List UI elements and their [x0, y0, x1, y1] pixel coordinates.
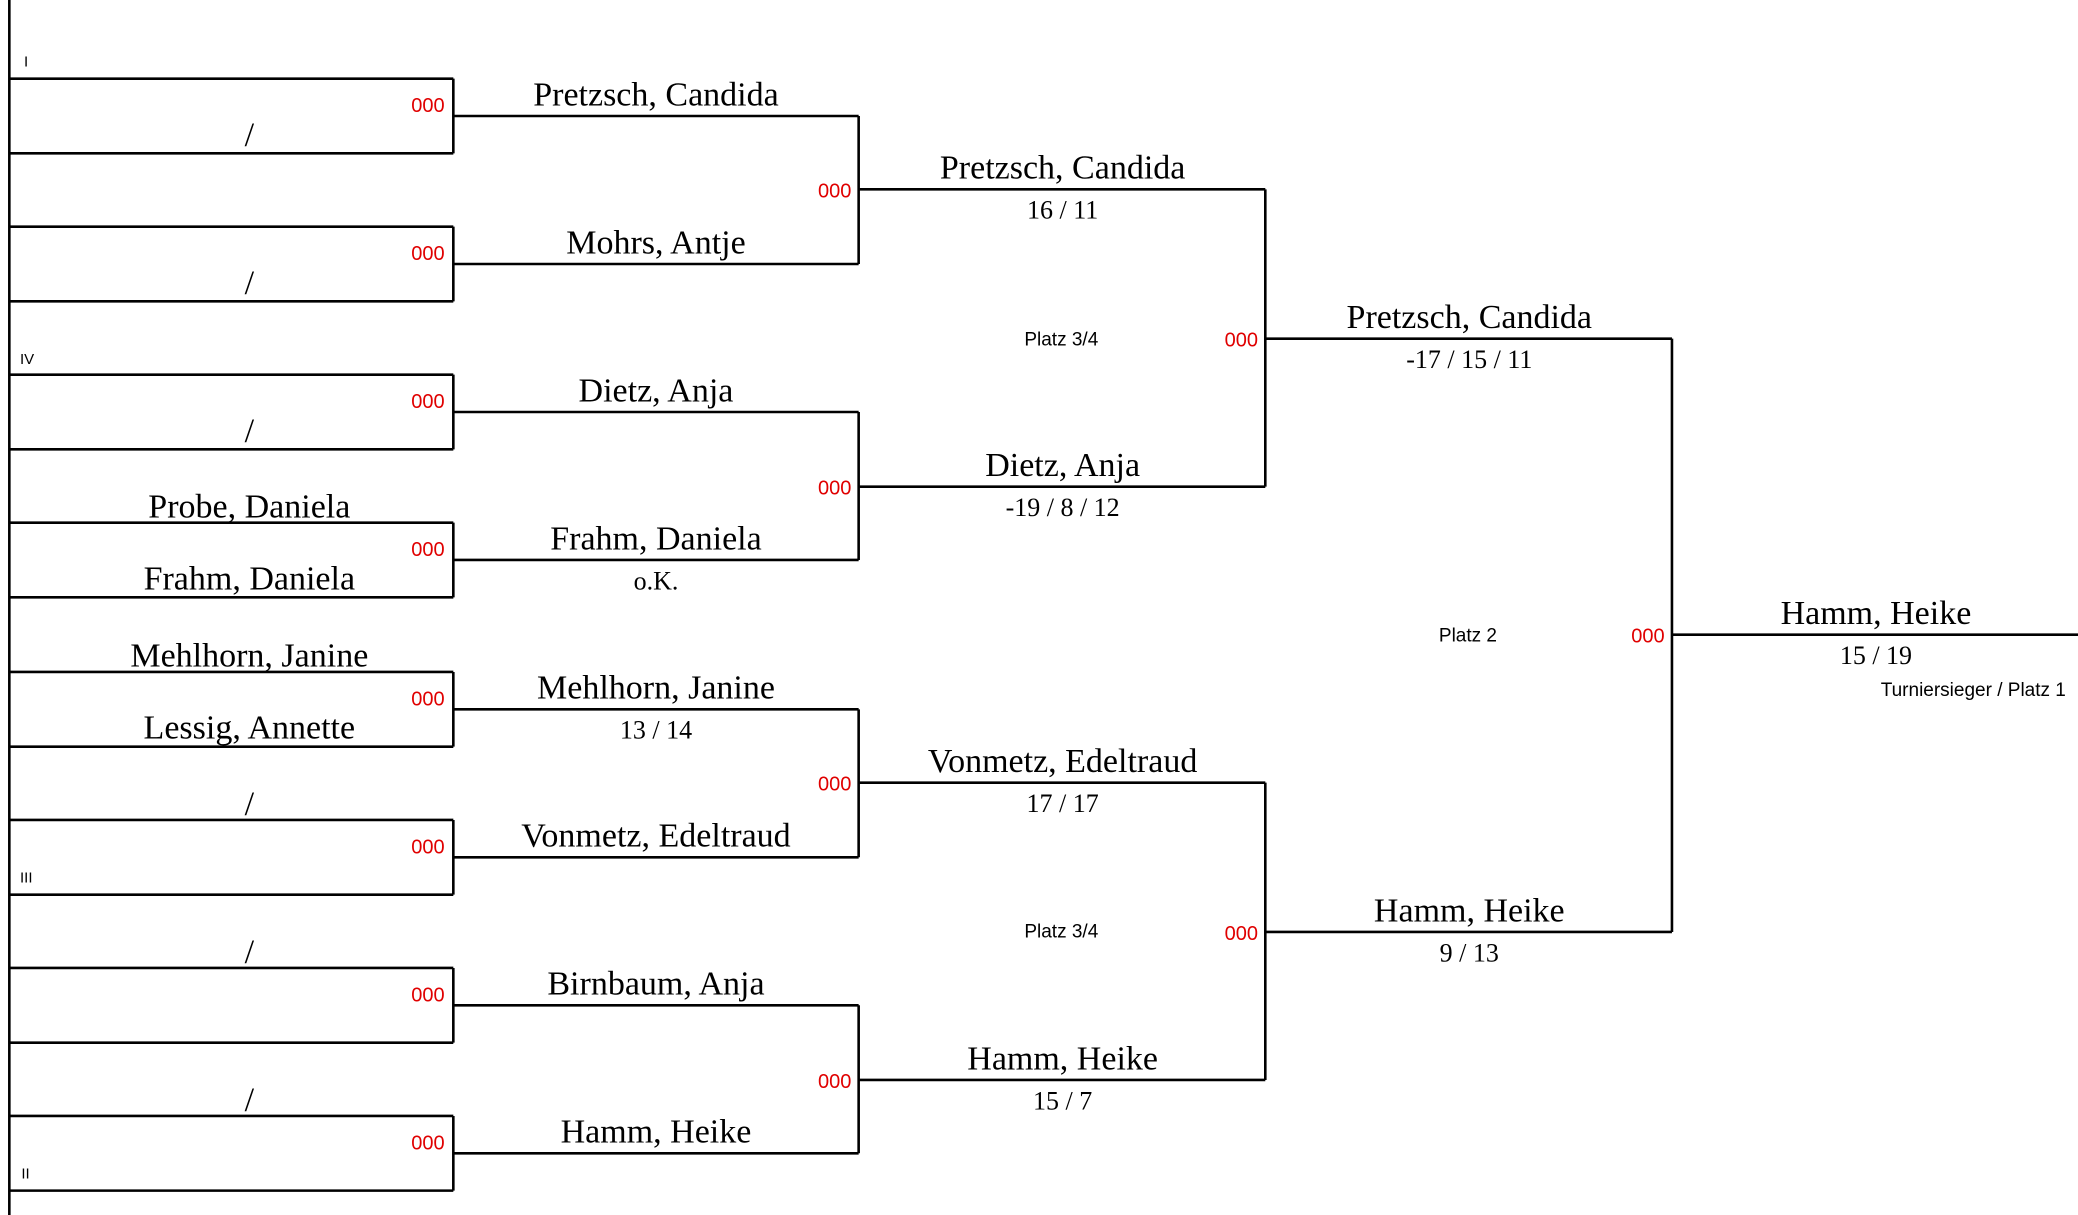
r1-match-code: 000	[817, 1070, 852, 1093]
r2-player-name: Pretzsch, Candida	[939, 149, 1186, 187]
r0-match-code: 000	[411, 688, 445, 711]
r0-match-code: 000	[411, 390, 445, 413]
r2-match-code: 000	[1224, 922, 1258, 945]
r1-match-code: 000	[817, 477, 852, 500]
r0-bottom-name: /	[244, 116, 255, 154]
r0-bottom-name: /	[244, 412, 255, 450]
placement-label-2: Platz 2	[1438, 625, 1498, 647]
r1-score: o.K.	[633, 566, 679, 596]
final-player-name: Hamm, Heike	[1780, 594, 1972, 632]
r0-top-name: /	[244, 785, 255, 823]
r1-match-code: 000	[817, 180, 852, 203]
r2-score: -19 / 8 / 12	[1005, 492, 1120, 522]
group-label-iv: IV	[19, 350, 35, 368]
r2-player-name: Hamm, Heike	[967, 1040, 1158, 1078]
final-match-code: 000	[1631, 625, 1665, 648]
r0-match-code: 000	[411, 242, 445, 265]
group-label-iii: III	[19, 869, 33, 887]
r0-top-name: /	[244, 1081, 255, 1119]
r3-player-name: Pretzsch, Candida	[1346, 298, 1593, 336]
r0-match-code: 000	[411, 94, 445, 117]
r1-player-name: Frahm, Daniela	[550, 520, 762, 558]
r0-top-name: /	[244, 933, 255, 971]
r1-player-name: Pretzsch, Candida	[533, 76, 779, 114]
r0-top-name: Probe, Daniela	[148, 488, 351, 526]
r1-player-name: Vonmetz, Edeltraud	[521, 817, 791, 855]
r2-player-name: Vonmetz, Edeltraud	[927, 742, 1198, 780]
r2-score: 16 / 11	[1027, 195, 1099, 225]
group-label-ii: II	[21, 1165, 30, 1183]
placement-label-3-4-top: Platz 3/4	[1024, 329, 1099, 351]
r1-player-name: Hamm, Heike	[560, 1113, 752, 1151]
r0-bottom-name: Lessig, Annette	[143, 709, 356, 747]
r1-match-code: 000	[817, 773, 852, 796]
r3-score: -17 / 15 / 11	[1406, 344, 1533, 374]
r2-score: 17 / 17	[1026, 788, 1099, 818]
r0-match-code: 000	[411, 984, 445, 1007]
winner-caption: Turniersieger / Platz 1	[1880, 679, 2066, 701]
group-label-i: I	[23, 53, 29, 71]
r3-player-name: Hamm, Heike	[1373, 892, 1565, 930]
final-score: 15 / 19	[1839, 640, 1913, 670]
r2-match-code: 000	[1224, 329, 1258, 352]
r0-match-code: 000	[411, 1132, 445, 1155]
r0-bottom-name: /	[244, 264, 255, 302]
r0-bottom-name: Frahm, Daniela	[143, 560, 356, 598]
placement-label-3-4-bottom: Platz 3/4	[1024, 921, 1099, 943]
r1-player-name: Mehlhorn, Janine	[537, 669, 775, 707]
r0-top-name: Mehlhorn, Janine	[130, 637, 369, 675]
r1-player-name: Mohrs, Antje	[566, 224, 746, 262]
r2-score: 15 / 7	[1033, 1086, 1093, 1116]
r1-player-name: Dietz, Anja	[578, 372, 734, 410]
r0-match-code: 000	[411, 538, 445, 561]
r1-player-name: Birnbaum, Anja	[547, 965, 765, 1003]
r3-score: 9 / 13	[1439, 938, 1499, 968]
r0-match-code: 000	[411, 836, 445, 859]
r2-player-name: Dietz, Anja	[985, 446, 1141, 484]
r1-score: 13 / 14	[619, 715, 693, 745]
bracket-texts	[20, 54, 2066, 1183]
